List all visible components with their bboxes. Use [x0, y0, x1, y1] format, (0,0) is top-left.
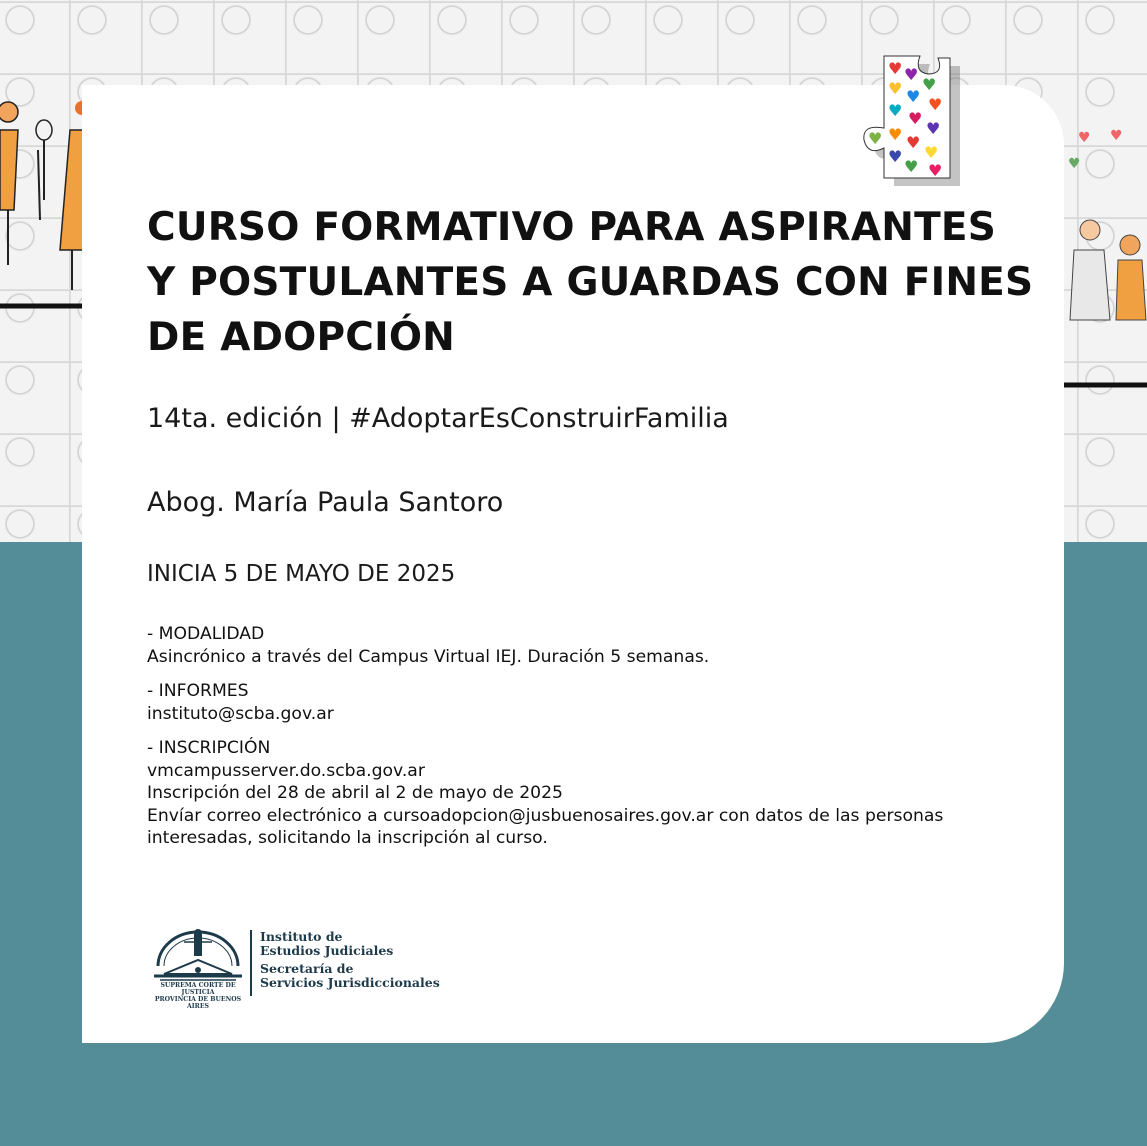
course-details	[147, 623, 1027, 862]
svg-text:♥: ♥	[906, 133, 921, 152]
children-drawing-right	[1060, 120, 1147, 400]
puzzle-hearts-icon	[858, 52, 962, 186]
court-seal-icon	[150, 926, 246, 982]
institution-logo	[148, 922, 448, 1010]
svg-text:♥: ♥	[926, 119, 941, 138]
modalidad-heading: - MODALIDAD	[147, 624, 265, 644]
inscripcion-email-line-1: Envíar correo electrónico a cursoadopcion@jusbuenosaires.gov.ar con datos de las personas	[147, 805, 944, 826]
start-date: INICIA 5 DE MAYO DE 2025	[147, 561, 456, 587]
secretariat-line-2: Servicios Jurisdiccionales	[260, 975, 440, 990]
inscripcion-dates: Inscripción del 28 de abril al 2 de mayo de 2025	[147, 783, 563, 803]
svg-text:♥: ♥	[1068, 156, 1081, 172]
secretariat-line-1: Secretaría de	[260, 961, 354, 976]
informes-section	[147, 680, 1027, 725]
title-line-1: CURSO FORMATIVO PARA ASPIRANTES	[147, 205, 997, 250]
seal-caption-line-1: SUPREMA CORTE DE JUSTICIA	[160, 982, 236, 996]
svg-text:♥: ♥	[888, 125, 903, 144]
institute-line-2: Estudios Judiciales	[260, 943, 394, 958]
svg-text:♥: ♥	[888, 59, 903, 78]
svg-text:♥: ♥	[906, 87, 921, 106]
modalidad-text: Asincrónico a través del Campus Virtual IEJ. Duración 5 semanas.	[147, 646, 710, 667]
informes-heading: - INFORMES	[147, 681, 249, 701]
logo-institution-names	[260, 930, 440, 990]
title-line-2: Y POSTULANTES A GUARDAS CON FINES	[147, 260, 1034, 305]
informes-email[interactable]: instituto@scba.gov.ar	[147, 703, 334, 724]
inscripcion-heading: - INSCRIPCIÓN	[147, 738, 271, 758]
svg-text:♥: ♥	[908, 109, 923, 128]
svg-text:♥: ♥	[904, 157, 919, 176]
modalidad-section	[147, 623, 1027, 668]
author-name: Abog. María Paula Santoro	[147, 487, 504, 518]
svg-text:♥: ♥	[928, 95, 943, 114]
institute-line-1: Instituto de	[260, 929, 343, 944]
svg-text:♥: ♥	[888, 147, 903, 166]
course-title	[147, 200, 1047, 365]
svg-text:♥: ♥	[1110, 128, 1123, 144]
svg-text:♥: ♥	[922, 75, 937, 94]
svg-text:♥: ♥	[904, 65, 919, 84]
svg-text:♥: ♥	[888, 101, 903, 120]
seal-caption	[148, 982, 248, 1010]
svg-text:♥: ♥	[868, 129, 883, 148]
svg-text:♥: ♥	[888, 79, 903, 98]
title-line-3: DE ADOPCIÓN	[147, 315, 456, 360]
svg-text:♥: ♥	[1078, 130, 1091, 146]
inscripcion-email-line-2: interesadas, solicitando la inscripción al curso.	[147, 828, 548, 848]
logo-divider	[250, 930, 252, 996]
edition-hashtag: 14ta. edición | #AdoptarEsConstruirFamilia	[147, 403, 729, 434]
children-drawing-left	[0, 90, 90, 340]
svg-text:♥: ♥	[928, 161, 943, 180]
svg-text:♥: ♥	[924, 143, 939, 162]
seal-caption-line-2: PROVINCIA DE BUENOS AIRES	[154, 996, 242, 1010]
inscripcion-url[interactable]: vmcampusserver.do.scba.gov.ar	[147, 760, 425, 781]
inscripcion-section	[147, 737, 1027, 850]
